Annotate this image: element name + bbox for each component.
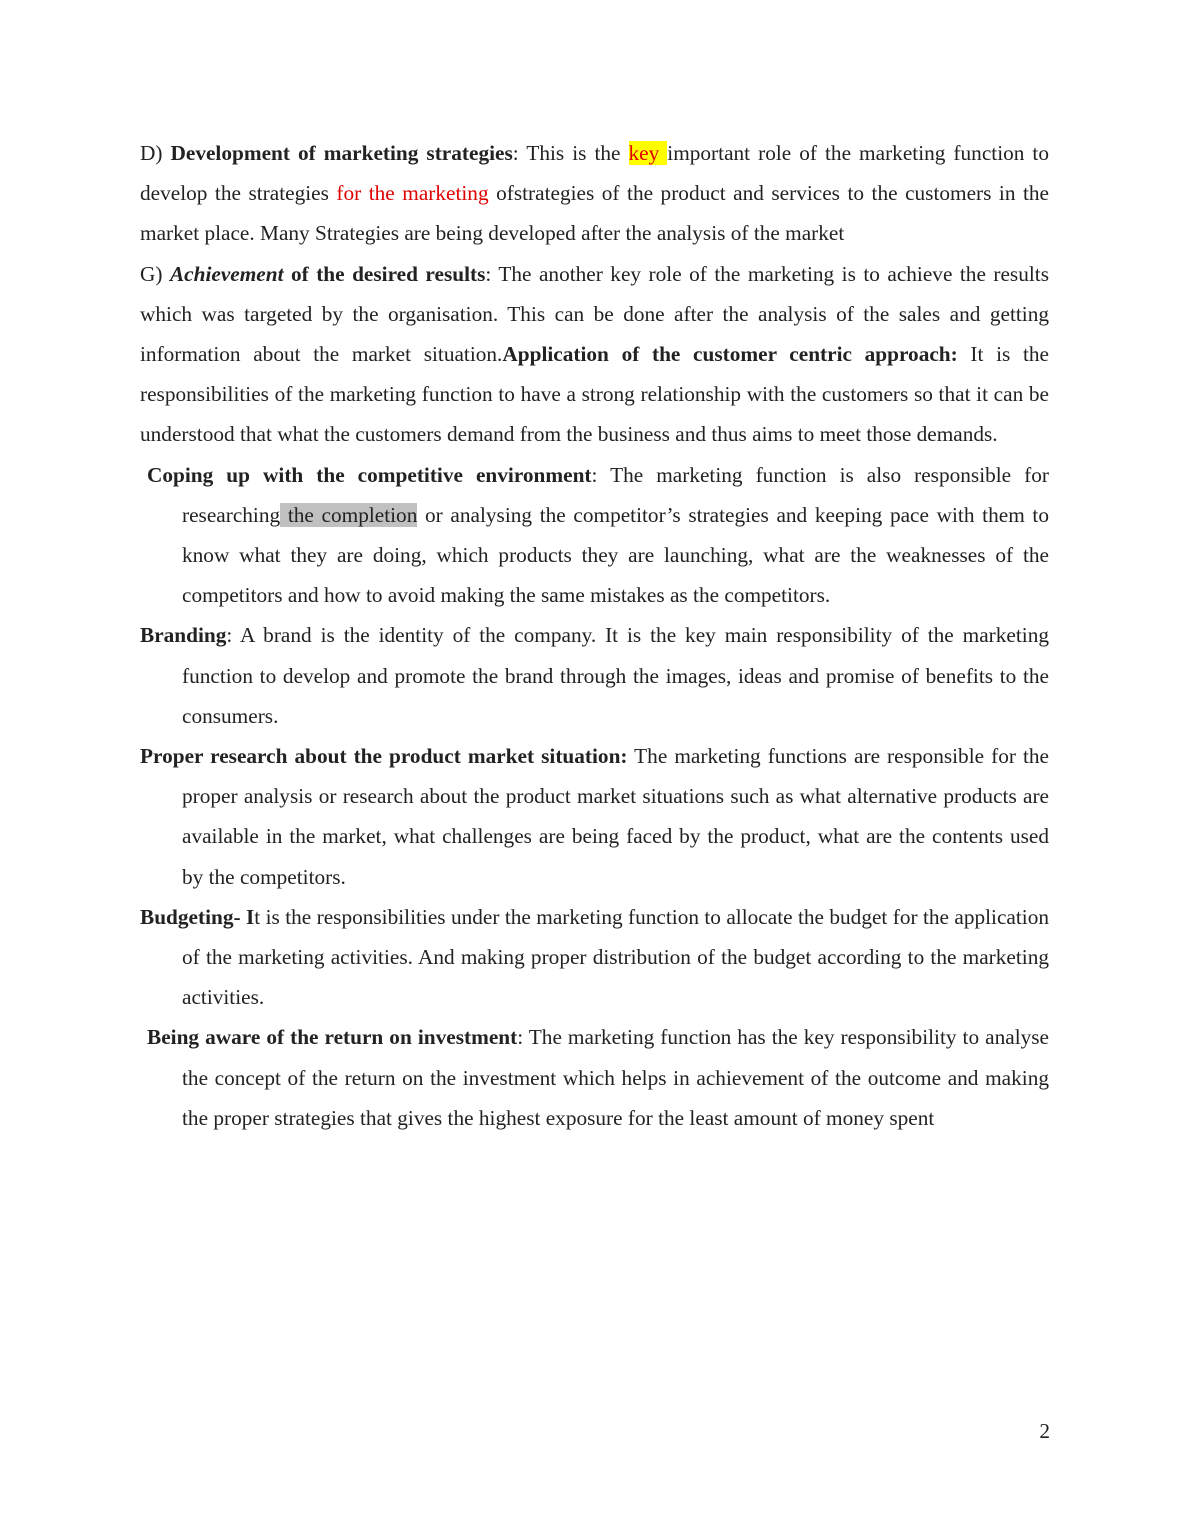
body-text: : A brand is the identity of the company. It is the key main responsibility of the marketing function to develop and promote the brand through the images, ideas and promise of benefits to the consumers. — [182, 623, 1049, 728]
body-text: It is the responsibilities of the marketing function to have a strong relationship with the customers so that it can be understood that what the customers demand from the business and thus aims to meet those demands. — [140, 342, 1049, 447]
section-heading: Coping up with the competitive environment — [147, 462, 592, 487]
section-heading — [170, 262, 485, 286]
list-marker: D) — [140, 141, 171, 165]
body-text: important role of the marketing function to develop the strategies — [140, 141, 1049, 206]
body-text: t is the responsibilities under the marketing function to allocate the budget for the application of the marketing activities. And making proper distribution of the budget according to the marketing activities. — [182, 904, 1049, 1010]
paragraph-development-strategies — [140, 133, 1049, 254]
body-text: or analysing the competitor’s strategies and keeping pace with them to know what they are doing, which products they are launching, what are the weaknesses of the competitors and how to avoid making the same mistakes as the competitors. — [182, 502, 1049, 608]
section-heading: Branding — [140, 623, 227, 648]
paragraph-achievement-results — [140, 254, 1049, 455]
paragraph-branding — [140, 615, 1049, 736]
heading-text: of the desired results — [283, 261, 486, 286]
italic-heading-word: Achievement — [169, 261, 284, 286]
body-text: : The marketing function has the key responsibility to analyse the concept of the return on the investment which helps in achievement of the outcome and making the proper strategies that gives the highest exposure for the least amount of money spent — [182, 1025, 1049, 1130]
paragraph-product-research — [140, 736, 1049, 897]
document-body — [140, 133, 1049, 1138]
paragraph-competitive-environment — [140, 455, 1049, 616]
gray-highlighted-text: the completion — [280, 502, 418, 527]
section-heading: Being aware of the return on investment — [147, 1025, 518, 1050]
paragraph-return-on-investment — [140, 1017, 1049, 1138]
body-text: ofstrategies of the product and services to the customers in the market place. Many Strategies are being developed after the analysis of the market — [140, 181, 1050, 246]
section-heading: Proper research about the product market situation: — [140, 744, 628, 769]
body-text: The marketing functions are responsible for the proper analysis or research about the product market situations such as what alternative products are available in the market, what challenges are being faced by the product, what are the contents used by the competitors. — [182, 744, 1050, 889]
section-heading: Budgeting- I — [140, 904, 255, 929]
paragraph-budgeting — [140, 897, 1049, 1018]
section-heading: Application of the customer centric approach: — [502, 342, 958, 367]
body-text: : This is the — [512, 141, 629, 165]
page-number: 2 — [1039, 1419, 1050, 1443]
section-heading: Development of marketing strategies — [170, 141, 513, 165]
body-text: : The marketing function is also responsible for researching — [182, 462, 1049, 527]
list-marker: G) — [140, 261, 170, 286]
body-text: : The another key role of the marketing is to achieve the results which was targeted by the organisation. This can be done after the analysis of the sales and getting information about the market situation. — [140, 261, 1049, 367]
highlighted-text: key — [628, 141, 668, 165]
red-text: for the marketing — [336, 181, 489, 206]
